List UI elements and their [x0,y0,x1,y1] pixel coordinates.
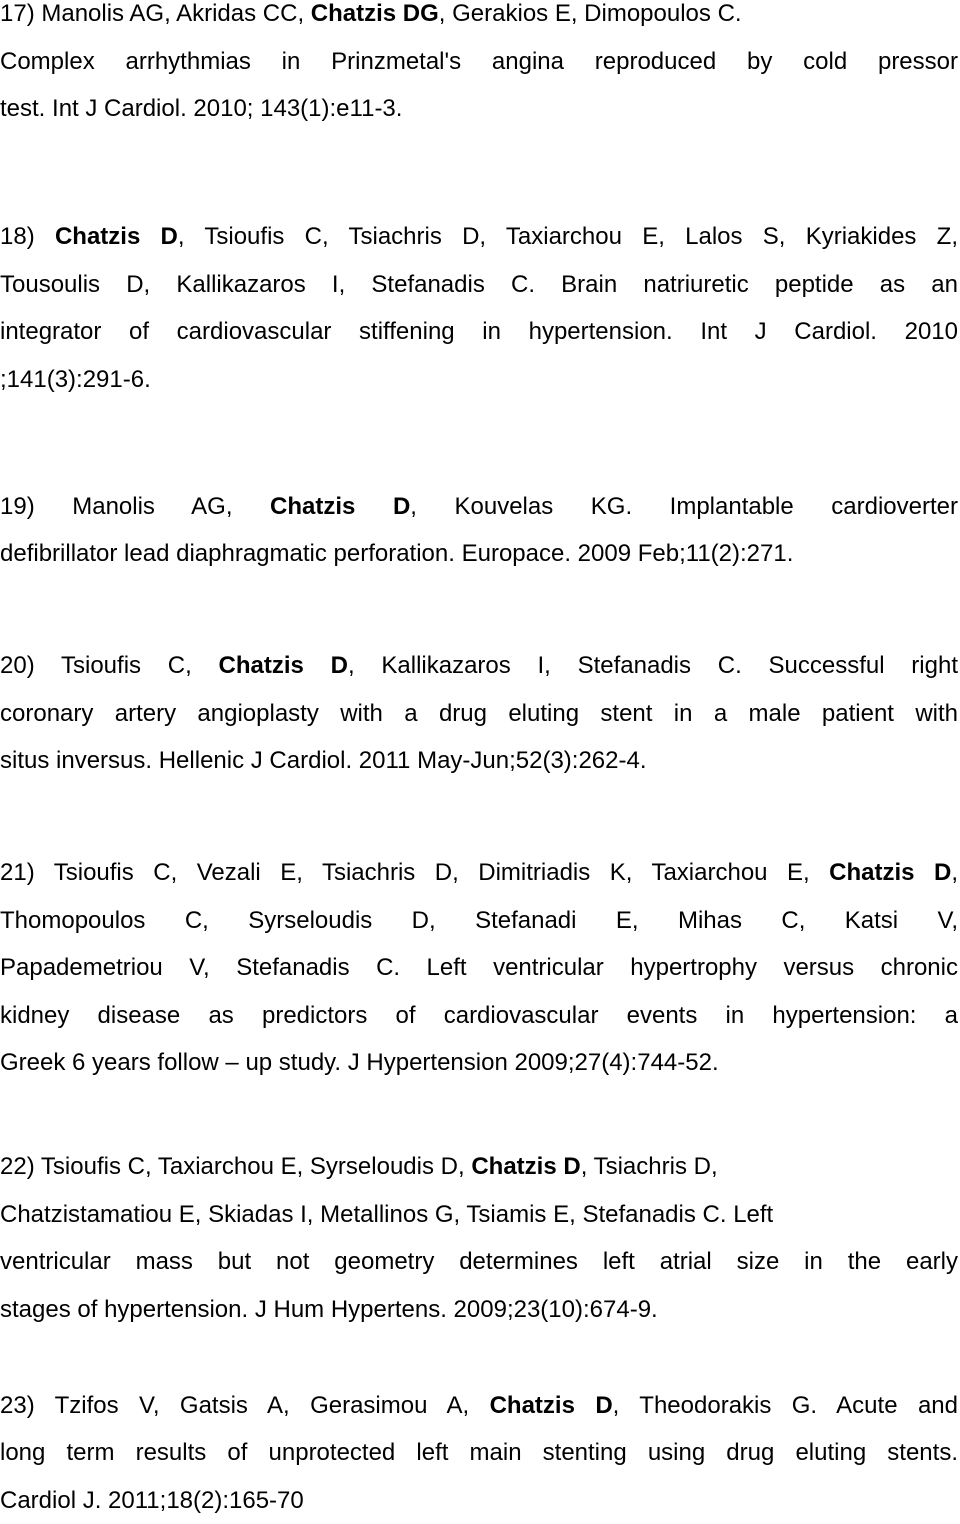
reference-text: 18) [0,223,55,250]
reference-text: coronary artery angioplasty with a drug eluting stent in a male patient with [0,700,958,727]
reference-20 [0,642,958,785]
reference-line [0,85,958,133]
reference-text: 23) Tzifos V, Gatsis A, Gerasimou A, [0,1392,490,1419]
reference-17 [0,0,958,133]
reference-text: , Tsiachris D, [581,1153,718,1180]
reference-text: , Gerakios E, Dimopoulos C. [439,0,742,27]
reference-text: test. Int J Cardiol. 2010; 143(1):e11-3. [0,95,402,122]
reference-text: Papademetriou V, Stefanadis C. Left ventricular hypertrophy versus chronic [0,954,958,981]
reference-text: Thomopoulos C, Syrseloudis D, Stefanadi E, Mihas C, Katsi V, [0,907,958,934]
reference-line [0,261,958,309]
reference-line [0,944,958,992]
highlighted-author: Chatzis D [471,1153,580,1180]
reference-line [0,1191,958,1239]
reference-line [0,1238,958,1286]
reference-line [0,1429,958,1477]
reference-line [0,992,958,1040]
reference-line [0,1382,958,1430]
reference-text: Cardiol J. 2011;18(2):165-70 [0,1487,304,1514]
highlighted-author: Chatzis D [490,1392,613,1419]
reference-21 [0,849,958,1087]
reference-line [0,690,958,738]
reference-line [0,38,958,86]
reference-text: 19) Manolis AG, [0,493,270,520]
reference-text: 22) Tsioufis C, Taxiarchou E, Syrseloudis D, [0,1153,471,1180]
reference-text: defibrillator lead diaphragmatic perforation. Europace. 2009 Feb;11(2):271. [0,540,793,567]
reference-line [0,897,958,945]
reference-text: 17) Manolis AG, Akridas CC, [0,0,311,27]
reference-19 [0,483,958,578]
reference-text: kidney disease as predictors of cardiovascular events in hypertension: a [0,1002,958,1029]
reference-line [0,737,958,785]
reference-23 [0,1382,958,1524]
reference-text: ;141(3):291-6. [0,366,151,393]
reference-text: stages of hypertension. J Hum Hypertens. 2009;23(10):674-9. [0,1296,658,1323]
highlighted-author: Chatzis D [55,223,178,250]
reference-text: , Kallikazaros I, Stefanadis C. Successful right [348,652,958,679]
reference-22 [0,1143,958,1333]
reference-line [0,356,958,404]
reference-text: 20) Tsioufis C, [0,652,219,679]
reference-line [0,483,958,531]
reference-line [0,308,958,356]
reference-line [0,849,958,897]
reference-text: long term results of unprotected left main stenting using drug eluting stents. [0,1439,958,1466]
reference-18 [0,213,958,403]
reference-text: , [951,859,958,886]
reference-line [0,642,958,690]
highlighted-author: Chatzis D [219,652,348,679]
reference-line [0,1143,958,1191]
highlighted-author: Chatzis D [270,493,410,520]
reference-line [0,530,958,578]
reference-text: Greek 6 years follow – up study. J Hypertension 2009;27(4):744-52. [0,1049,719,1076]
reference-text: Complex arrhythmias in Prinzmetal's angina reproduced by cold pressor [0,48,958,75]
reference-text: , Tsioufis C, Tsiachris D, Taxiarchou E, Lalos S, Kyriakides Z, [178,223,958,250]
reference-text: 21) Tsioufis C, Vezali E, Tsiachris D, Dimitriadis K, Taxiarchou E, [0,859,829,886]
reference-text: ventricular mass but not geometry determines left atrial size in the early [0,1248,958,1275]
reference-line [0,0,958,38]
highlighted-author: Chatzis D [829,859,951,886]
reference-text: Chatzistamatiou E, Skiadas I, Metallinos G, Tsiamis E, Stefanadis C. Left [0,1201,773,1228]
reference-line [0,213,958,261]
reference-line [0,1286,958,1334]
highlighted-author: Chatzis DG [311,0,439,27]
reference-text: integrator of cardiovascular stiffening in hypertension. Int J Cardiol. 2010 [0,318,958,345]
reference-line [0,1039,958,1087]
reference-text: Tousoulis D, Kallikazaros I, Stefanadis C. Brain natriuretic peptide as an [0,271,958,298]
reference-text: , Theodorakis G. Acute and [613,1392,958,1419]
reference-text: situs inversus. Hellenic J Cardiol. 2011 May-Jun;52(3):262-4. [0,747,647,774]
reference-text: , Kouvelas KG. Implantable cardioverter [410,493,958,520]
